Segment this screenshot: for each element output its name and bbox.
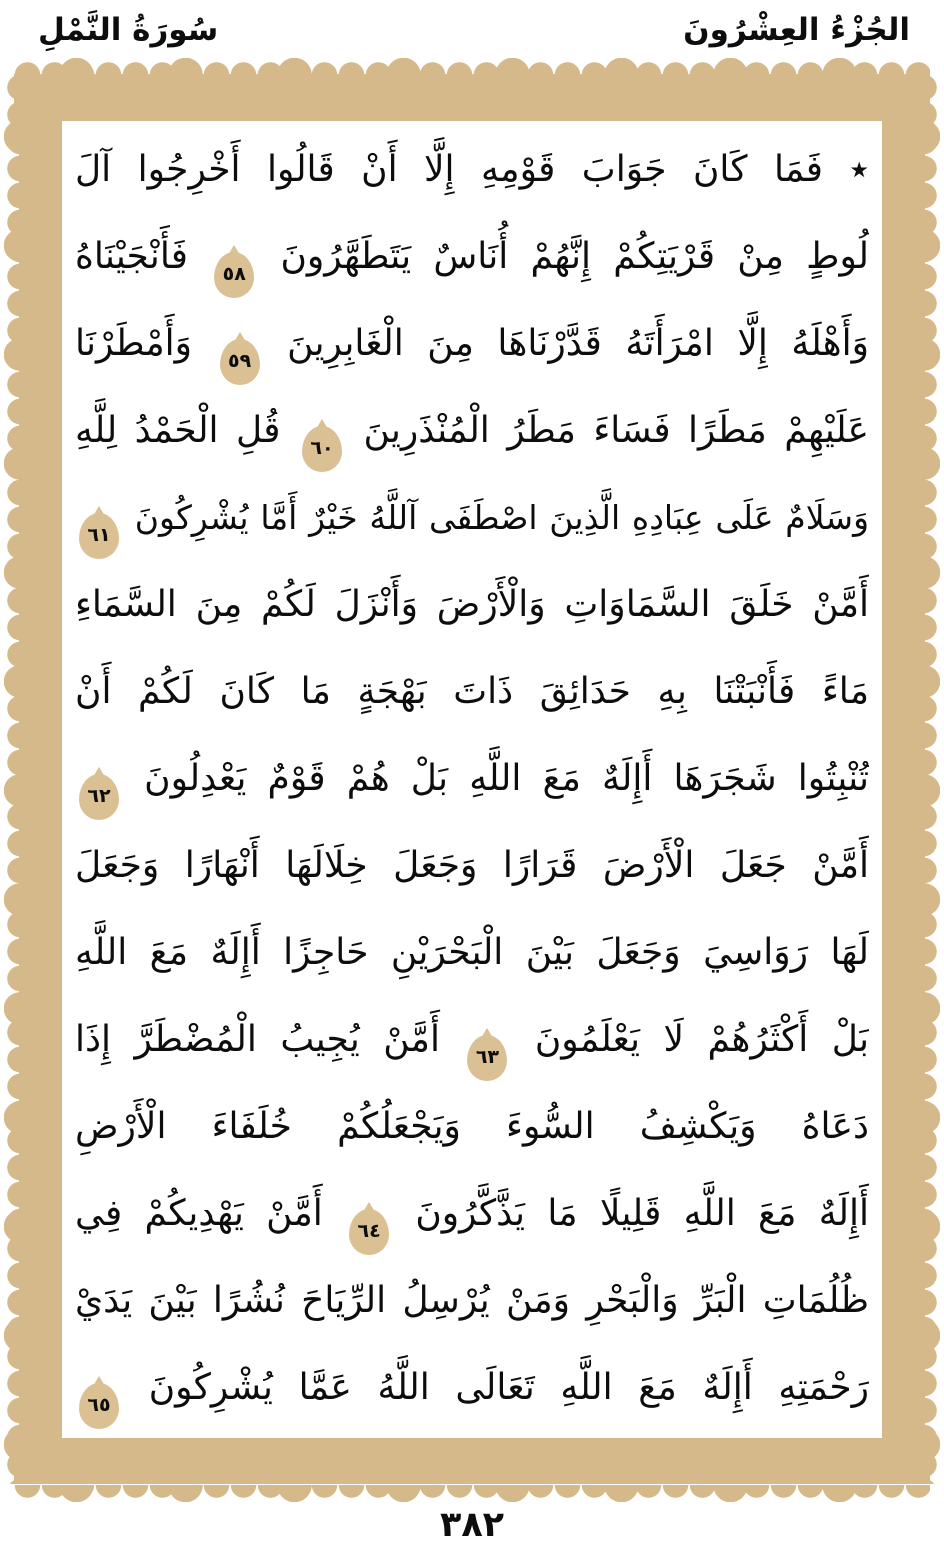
- mushaf-line: عَلَيْهِمْ مَطَرًا فَسَاءَ مَطَرُ الْمُنْذَرِينَ ٦٠ قُلِ الْحَمْدُ لِلَّهِ: [75, 388, 869, 475]
- frame-scallop-top: [14, 58, 930, 75]
- frame-band-left: [19, 74, 64, 1484]
- frame-band-bottom: [14, 1436, 930, 1484]
- ayah-end-marker: [214, 252, 254, 298]
- frame-scallop-bottom: [14, 1485, 930, 1502]
- frame-scallop-left: [4, 74, 20, 1484]
- ayah-end-marker: [220, 339, 260, 385]
- ayah-end-marker: [79, 1383, 119, 1429]
- mushaf-line: تُنْبِتُوا شَجَرَهَا أَإِلَهٌ مَعَ اللَّهِ بَلْ هُمْ قَوْمٌ يَعْدِلُونَ ٦٢: [75, 736, 869, 823]
- mushaf-line: أَمَّنْ خَلَقَ السَّمَاوَاتِ وَالْأَرْضَ وَأَنْزَلَ لَكُمْ مِنَ السَّمَاءِ: [75, 584, 869, 625]
- frame-band-right: [880, 74, 925, 1484]
- mushaf-line: لَهَا رَوَاسِيَ وَجَعَلَ بَيْنَ الْبَحْرَيْنِ حَاجِزًا أَإِلَهٌ مَعَ اللَّهِ: [75, 932, 869, 973]
- frame-scallop-right: [924, 74, 940, 1484]
- surah-title: سُورَةُ النَّمْلِ: [38, 12, 219, 48]
- ayah-number: ٦٢: [87, 785, 111, 807]
- ayah-number: ٦٠: [310, 437, 334, 459]
- mushaf-line: أَإِلَهٌ مَعَ اللَّهِ قَلِيلًا مَا يَذَّكَّرُونَ ٦٤ أَمَّنْ يَهْدِيكُمْ فِي: [75, 1171, 869, 1258]
- mushaf-line: رَحْمَتِهِ أَإِلَهٌ مَعَ اللَّهِ تَعَالَى اللَّهُ عَمَّا يُشْرِكُونَ ٦٥: [75, 1345, 869, 1432]
- mushaf-line: ٭ فَمَا كَانَ جَوَابَ قَوْمِهِ إِلَّا أَنْ قَالُوا أَخْرِجُوا آلَ: [75, 149, 869, 190]
- ayah-end-marker: [79, 774, 119, 820]
- decorative-frame: [4, 58, 940, 1502]
- ayah-end-marker: [302, 426, 342, 472]
- ayah-number: ٦٤: [357, 1220, 381, 1242]
- ayah-number: ٥٨: [222, 263, 246, 285]
- mushaf-line: بَلْ أَكْثَرُهُمْ لَا يَعْلَمُونَ ٦٣ أَمَّنْ يُجِيبُ الْمُضْطَرَّ إِذَا: [75, 997, 869, 1084]
- frame-band-top: [14, 74, 930, 122]
- mushaf-line: أَمَّنْ جَعَلَ الْأَرْضَ قَرَارًا وَجَعَلَ خِلَالَهَا أَنْهَارًا وَجَعَلَ: [75, 845, 869, 886]
- page-number: ٣٨٢: [439, 1505, 505, 1545]
- mushaf-line: ظُلُمَاتِ الْبَرِّ وَالْبَحْرِ وَمَنْ يُرْسِلُ الرِّيَاحَ نُشُرًا بَيْنَ يَدَيْ: [75, 1280, 869, 1321]
- ayah-end-marker: [349, 1209, 389, 1255]
- juz-title: الجُزْءُ العِشْرُونَ: [683, 12, 910, 48]
- ayah-number: ٦٣: [475, 1046, 500, 1068]
- mushaf-line: لُوطٍ مِنْ قَرْيَتِكُمْ إِنَّهُمْ أُنَاسٌ يَتَطَهَّرُونَ ٥٨ فَأَنْجَيْنَاهُ: [75, 214, 869, 301]
- ayah-number: ٦١: [87, 524, 111, 546]
- mushaf-line: وَسَلَامٌ عَلَى عِبَادِهِ الَّذِينَ اصْطَفَى آللَّهُ خَيْرٌ أَمَّا يُشْرِكُونَ ٦١: [75, 475, 869, 562]
- mushaf-line: دَعَاهُ وَيَكْشِفُ السُّوءَ وَيَجْعَلُكُمْ خُلَفَاءَ الْأَرْضِ: [75, 1106, 869, 1147]
- ayah-number: ٥٩: [227, 350, 252, 372]
- ayah-number: ٦٥: [87, 1394, 111, 1416]
- ayah-end-marker: [467, 1035, 507, 1081]
- ayah-end-marker: [79, 513, 119, 559]
- mushaf-line: مَاءً فَأَنْبَتْنَا بِهِ حَدَائِقَ ذَاتَ بَهْجَةٍ مَا كَانَ لَكُمْ أَنْ: [75, 671, 869, 712]
- mushaf-line: وَأَهْلَهُ إِلَّا امْرَأَتَهُ قَدَّرْنَاهَا مِنَ الْغَابِرِينَ ٥٩ وَأَمْطَرْنَا: [75, 301, 869, 388]
- quran-text-area: [62, 121, 882, 1438]
